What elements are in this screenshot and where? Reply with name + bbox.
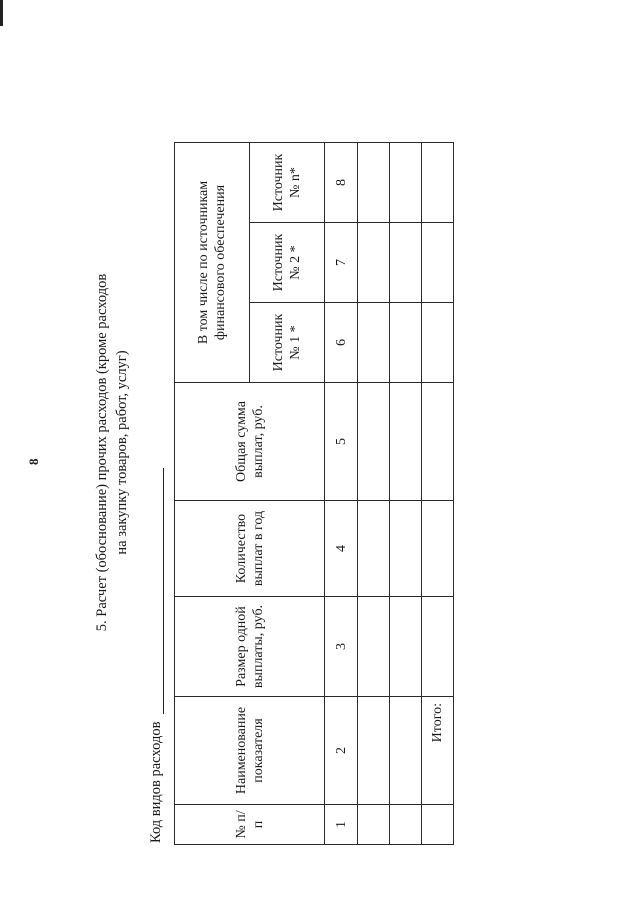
- table-cell: [358, 383, 390, 501]
- header-source-n: Источник № n*: [250, 143, 325, 223]
- header-payments-count: Количество выплат в год: [175, 501, 325, 597]
- table-cell: [422, 383, 454, 501]
- header-sources-group: В том числе по источникам финансового обеспечения: [175, 143, 250, 383]
- table-cell: [390, 383, 422, 501]
- table-cell: [422, 805, 454, 845]
- table-cell: [390, 697, 422, 805]
- column-number: 3: [325, 597, 358, 697]
- table-row: [390, 143, 422, 845]
- table-cell: [358, 805, 390, 845]
- section-title-line-1: 5. Расчет (обоснование) прочих расходов (кроме расходов: [94, 273, 110, 632]
- table-cell: [422, 597, 454, 697]
- header-source-2: Источник № 2 *: [250, 223, 325, 303]
- expenses-table: [174, 142, 454, 845]
- header-name: Наименование показателя: [175, 697, 325, 805]
- table-cell: [358, 697, 390, 805]
- table-cell: [390, 143, 422, 223]
- table-cell: [422, 303, 454, 383]
- column-number: 4: [325, 501, 358, 597]
- table-cell: [358, 223, 390, 303]
- expense-code-blank-line: [163, 468, 164, 714]
- column-number: 7: [325, 223, 358, 303]
- table-cell: [422, 501, 454, 597]
- header-total-sum: Общая сумма выплат, руб.: [175, 383, 325, 501]
- table-header-row: [175, 143, 250, 845]
- column-number: 6: [325, 303, 358, 383]
- table-cell: [422, 223, 454, 303]
- total-label: Итого:: [422, 697, 454, 805]
- header-payment-size: Размер одной выплаты, руб.: [175, 597, 325, 697]
- table-cell: [358, 303, 390, 383]
- column-number: 5: [325, 383, 358, 501]
- header-source-1: Источник № 1 *: [250, 303, 325, 383]
- total-row: [422, 143, 454, 845]
- column-number: 8: [325, 143, 358, 223]
- table-cell: [390, 223, 422, 303]
- column-number-row: [325, 143, 358, 845]
- page-number: 8: [26, 458, 41, 465]
- table-cell: [390, 303, 422, 383]
- table-cell: [358, 501, 390, 597]
- column-number: 2: [325, 697, 358, 805]
- table-cell: [422, 143, 454, 223]
- table-cell: [390, 805, 422, 845]
- table-cell: [358, 597, 390, 697]
- section-title-line-2: на закупку товаров, работ, услуг): [114, 350, 130, 555]
- table-row: [358, 143, 390, 845]
- column-number: 1: [325, 805, 358, 845]
- header-num: № п/п: [175, 805, 325, 845]
- expense-code-label: Код видов расходов: [148, 721, 164, 843]
- table-cell: [390, 501, 422, 597]
- table-cell: [390, 597, 422, 697]
- table-cell: [358, 143, 390, 223]
